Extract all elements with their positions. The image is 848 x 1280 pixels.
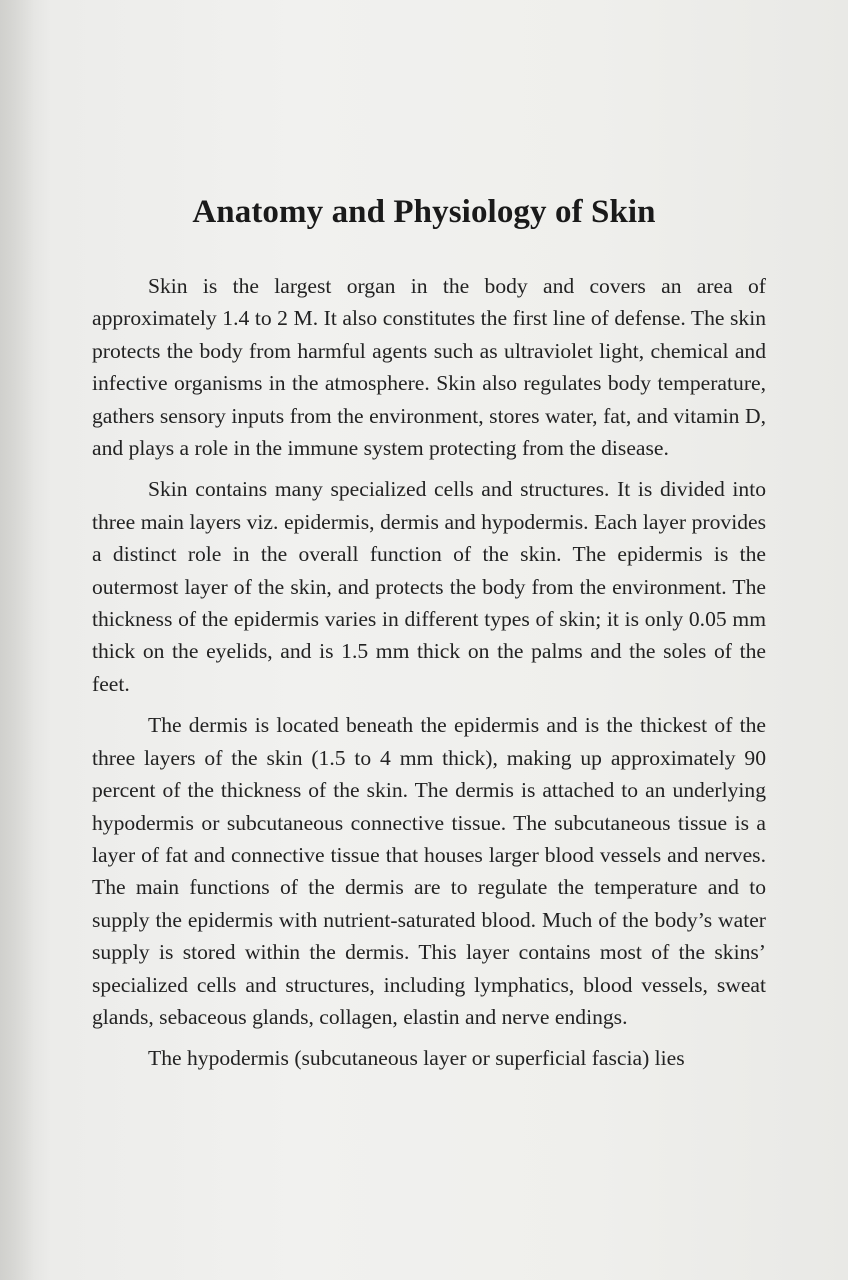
paragraph-skin-overview: Skin is the largest organ in the body and covers an area of approximately 1.4 to 2 M. It also constitutes the first line of defense. The skin protects the body from harmful agents such as ultraviolet light, chemical and infective organisms in the atmosphere. Skin also regulates body temperature, gathers sensory inputs from the environment, stores water, fat, and vitamin D, and plays a role in the immune system protecting from the disease. [92,274,766,461]
paragraph-skin-layers: Skin contains many specialized cells and structures. It is divided into three main layers viz. epidermis, dermis and hypodermis. Each layer provides a distinct role in the overall function of the skin. The epidermis is the outermost layer of the skin, and protects the body from the environment. The thickness of the epidermis varies in different types of skin; it is only 0.05 mm thick on the eyelids, and is 1.5 mm thick on the palms and the soles of the feet. [92,477,766,696]
page-body [92,270,766,1084]
paragraph-hypodermis: The hypodermis (subcutaneous layer or superficial fascia) lies [148,1046,685,1071]
paragraph-dermis: The dermis is located beneath the epidermis and is the thickest of the three layers of the skin (1.5 to 4 mm thick), making up approximately 90 percent of the thickness of the skin. The dermis is attached to an underlying hypodermis or subcutaneous connective tissue. The subcutaneous tissue is a layer of fat and connective tissue that houses larger blood vessels and nerves. The main functions of the dermis are to regulate the temperature and to supply the epidermis with nutrient-saturated blood. Much of the body’s water supply is stored within the dermis. This layer contains most of the skins’ specialized cells and structures, including lymphatics, blood vessels, sweat glands, sebaceous glands, collagen, elastin and nerve endings. [92,713,766,1029]
page-gutter-shadow [0,0,34,1280]
page-title: Anatomy and Physiology of Skin [192,194,656,230]
